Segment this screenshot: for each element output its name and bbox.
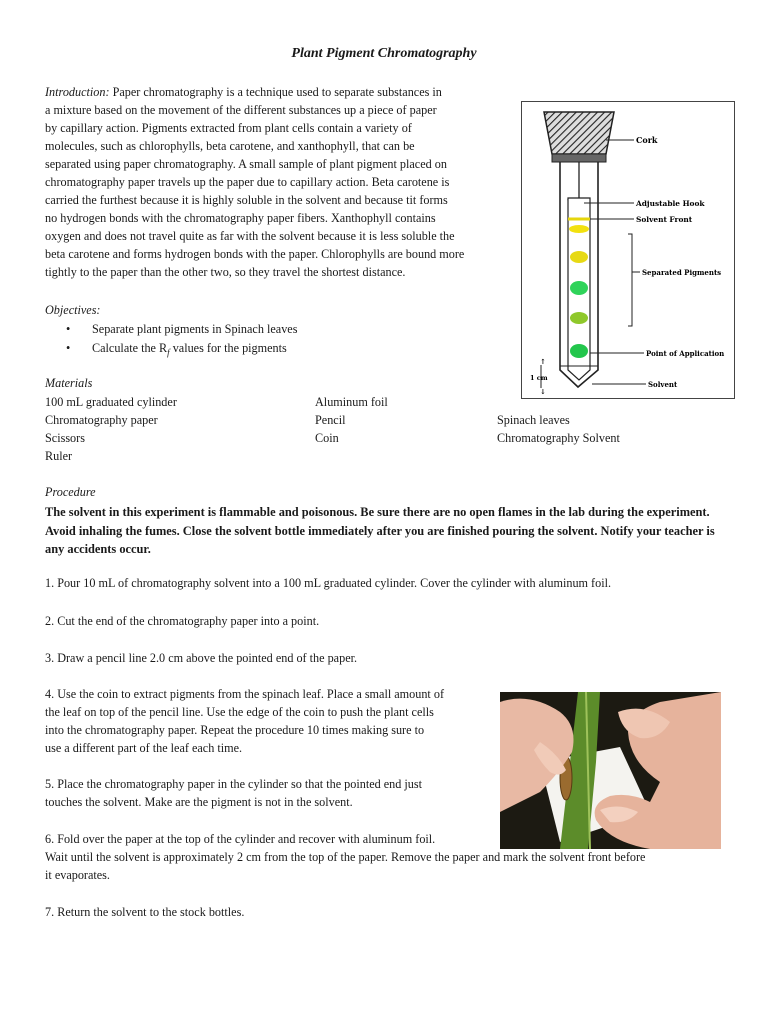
label-cork: Cork [636, 135, 658, 145]
intro-line-9: oxygen and does not travel quite as far with the solvent because it is less soluble the [45, 229, 455, 243]
procedure-step-3: 3. Draw a pencil line 2.0 cm above the pointed end of the paper. [45, 651, 358, 665]
procedure-step-6-line: it evaporates. [45, 868, 110, 882]
diagram-svg [522, 102, 734, 398]
photo-svg [500, 692, 721, 849]
scale-arrow-up: ↑ [540, 357, 546, 366]
label-pigments: Separated Pigments [642, 268, 722, 277]
pigment-spot-4 [570, 312, 588, 324]
objective-item: • Separate plant pigments in Spinach leaves [66, 322, 298, 336]
chromatography-diagram [521, 101, 735, 399]
scale-arrow-down: ↓ [540, 387, 546, 396]
objectives-heading: Objectives: [45, 303, 101, 317]
procedure-step-4-line: 4. Use the coin to extract pigments from the spinach leaf. Place a small amount of [45, 687, 445, 701]
intro-line-3: by capillary action. Pigments extracted from plant cells contain a variety of [45, 121, 412, 135]
procedure-step-4-line: the leaf on top of the pencil line. Use the edge of the coin to push the plant cells [45, 705, 434, 719]
procedure-step-2: 2. Cut the end of the chromatography paper into a point. [45, 614, 320, 628]
leaf-coin-photo [500, 692, 721, 849]
procedure-step-1: 1. Pour 10 mL of chromatography solvent into a 100 mL graduated cylinder. Cover the cylinder with aluminum foil. [45, 576, 612, 590]
label-scale: 1 cm [530, 374, 548, 382]
label-hook: Adjustable Hook [636, 199, 705, 208]
intro-line-11: tightly to the paper than the other two, so they travel the shortest distance. [45, 265, 406, 279]
safety-warning: The solvent in this experiment is flammable and poisonous. Be sure there are no open flames in the lab during the experiment. Avoid inhaling the fumes. Close the solvent bottle immediately after you are finished pouring the solvent. Notify your teacher is any accidents occur. [45, 505, 715, 556]
procedure-step-4-line: use a different part of the leaf each time. [45, 741, 243, 755]
intro-line-2: a mixture based on the movement of the different substances up a piece of paper [45, 103, 437, 117]
label-solvent: Solvent [648, 380, 678, 389]
pigment-spot-2 [570, 251, 588, 263]
intro-line-10: beta carotene and forms hydrogen bonds with the paper. Chlorophylls are bound more [45, 247, 465, 261]
material-item: Spinach leaves [497, 413, 570, 427]
pigment-spot-1 [569, 225, 589, 233]
procedure-step-6-line: Wait until the solvent is approximately 2 cm from the top of the paper. Remove the paper and mark the solvent front before [45, 850, 646, 864]
pigment-spot-5 [570, 344, 588, 358]
cork-band [552, 154, 606, 162]
intro-label: Introduction: [45, 85, 110, 99]
intro-line-8: no hydrogen bonds with the chromatography paper fibers. Xanthophyll contains [45, 211, 436, 225]
label-front: Solvent Front [636, 215, 693, 224]
materials-heading: Materials [45, 376, 93, 390]
material-item: Aluminum foil [315, 395, 388, 409]
page-title: Plant Pigment Chromatography [291, 46, 477, 61]
material-item: Scissors [45, 431, 85, 445]
material-item: Chromatography paper [45, 413, 158, 427]
material-item: Ruler [45, 449, 73, 463]
procedure-heading: Procedure [45, 485, 96, 499]
procedure-step-5-line: 5. Place the chromatography paper in the cylinder so that the pointed end just [45, 777, 423, 791]
intro-line-4: molecules, such as chlorophylls, beta carotene, and xanthophyll, that can be [45, 139, 415, 153]
procedure-step-6-line: 6. Fold over the paper at the top of the cylinder and recover with aluminum foil. [45, 832, 436, 846]
cork-shape [544, 112, 614, 154]
material-item: Pencil [315, 413, 346, 427]
pigment-bracket [628, 234, 632, 326]
procedure-step-5-line: touches the solvent. Make are the pigment is not in the solvent. [45, 795, 353, 809]
pigment-spot-3 [570, 281, 588, 295]
objective-item: • Calculate the $R_f$ values for the pigments [66, 341, 287, 358]
intro-line-5: separated using paper chromatography. A small sample of plant pigment placed on [45, 157, 447, 171]
label-application: Point of Application [646, 349, 725, 358]
intro-line-6: chromatography paper travels up the paper due to capillary action. Beta carotene is [45, 175, 450, 189]
intro-line-1: Introduction: Paper chromatography is a technique used to separate substances in [45, 85, 442, 99]
procedure-step-7: 7. Return the solvent to the stock bottles. [45, 905, 245, 919]
intro-line-7: carried the furthest because it is highly soluble in the solvent and because tit forms [45, 193, 448, 207]
procedure-step-4-line: into the chromatography paper. Repeat the procedure 10 times making sure to [45, 723, 425, 737]
material-item: Coin [315, 431, 339, 445]
material-item: 100 mL graduated cylinder [45, 395, 177, 409]
material-item: Chromatography Solvent [497, 431, 620, 445]
